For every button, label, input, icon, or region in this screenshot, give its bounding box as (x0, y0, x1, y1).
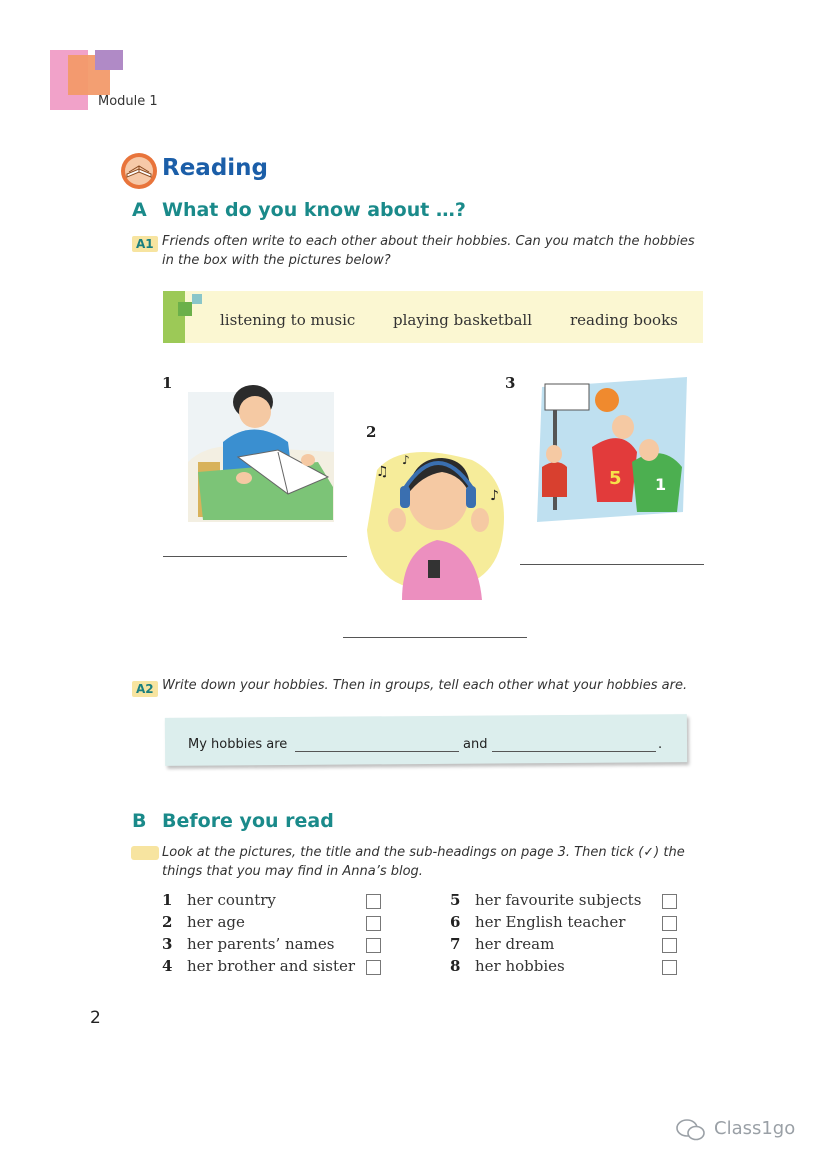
hobby-box-deco (192, 294, 202, 304)
answer-line-1[interactable] (163, 556, 347, 557)
list-item-text: her brother and sister (187, 957, 356, 975)
wechat-icon (676, 1118, 706, 1142)
hobbies-prompt-end: . (658, 737, 663, 752)
section-b-letter: B (132, 810, 147, 832)
list-item-text: her favourite subjects (475, 891, 642, 909)
section-b-title: Before you read (162, 810, 334, 832)
section-a-title: What do you know about …? (162, 199, 466, 221)
answer-line-2[interactable] (343, 637, 527, 638)
list-item-text: her dream (475, 935, 555, 953)
list-item-number: 7 (450, 935, 461, 953)
list-item-number: 1 (162, 891, 173, 909)
hobby-box-deco (178, 302, 192, 316)
list-item-text: her parents’ names (187, 935, 335, 953)
page-number: 2 (90, 1008, 101, 1028)
tick-checkbox[interactable] (366, 894, 381, 909)
picture-number: 2 (366, 423, 377, 441)
basketball-illustration (537, 372, 693, 522)
svg-text:♪: ♪ (490, 488, 499, 504)
a1-tag: A1 (132, 236, 158, 252)
girl-music-illustration (362, 440, 512, 602)
picture-number: 3 (505, 374, 516, 392)
book-icon (120, 152, 158, 190)
a2-instruction: Write down your hobbies. Then in groups, tell each other what your hobbies are. (162, 678, 688, 693)
module-label: Module 1 (98, 94, 158, 109)
list-item-number: 8 (450, 957, 461, 975)
list-item-text: her age (187, 913, 245, 931)
hobby-word: playing basketball (393, 311, 533, 329)
b-tag (131, 846, 159, 860)
list-item-text: her country (187, 891, 276, 909)
section-a-letter: A (132, 199, 147, 221)
hobby-blank-2[interactable] (492, 751, 656, 752)
list-item-number: 4 (162, 957, 173, 975)
list-item-number: 3 (162, 935, 173, 953)
module-badge-purple (95, 50, 123, 70)
hobby-blank-1[interactable] (295, 751, 459, 752)
tick-checkbox[interactable] (366, 960, 381, 975)
answer-line-3[interactable] (520, 564, 704, 565)
b-instruction-line2: things that you may find in Anna’s blog. (162, 864, 423, 879)
a1-instruction-line1: Friends often write to each other about their hobbies. Can you match the hobbies (162, 234, 695, 249)
list-item-number: 6 (450, 913, 461, 931)
watermark-text: Class1go (714, 1118, 796, 1139)
svg-text:♫: ♫ (376, 464, 389, 480)
boy-reading-illustration (188, 372, 334, 522)
tick-checkbox[interactable] (662, 938, 677, 953)
list-item-text: her hobbies (475, 957, 565, 975)
hobbies-prompt-start: My hobbies are (188, 737, 288, 752)
tick-checkbox[interactable] (662, 960, 677, 975)
hobbies-prompt-mid: and (463, 737, 488, 752)
tick-checkbox[interactable] (662, 916, 677, 931)
reading-title: Reading (162, 155, 269, 181)
tick-checkbox[interactable] (662, 894, 677, 909)
tick-checkbox[interactable] (366, 916, 381, 931)
a1-instruction-line2: in the box with the pictures below? (162, 253, 391, 268)
list-item-number: 2 (162, 913, 173, 931)
hobby-box-edge (163, 291, 185, 343)
b-instruction-line1: Look at the pictures, the title and the sub-headings on page 3. Then tick (✓) the (162, 845, 685, 860)
picture-number: 1 (162, 374, 173, 392)
tick-checkbox[interactable] (366, 938, 381, 953)
hobby-word: listening to music (220, 311, 356, 329)
list-item-number: 5 (450, 891, 461, 909)
list-item-text: her English teacher (475, 913, 626, 931)
hobby-word: reading books (570, 311, 678, 329)
svg-text:♪: ♪ (402, 453, 410, 467)
svg-text:5: 5 (609, 468, 622, 489)
svg-text:1: 1 (655, 475, 667, 494)
a2-tag: A2 (132, 681, 158, 697)
